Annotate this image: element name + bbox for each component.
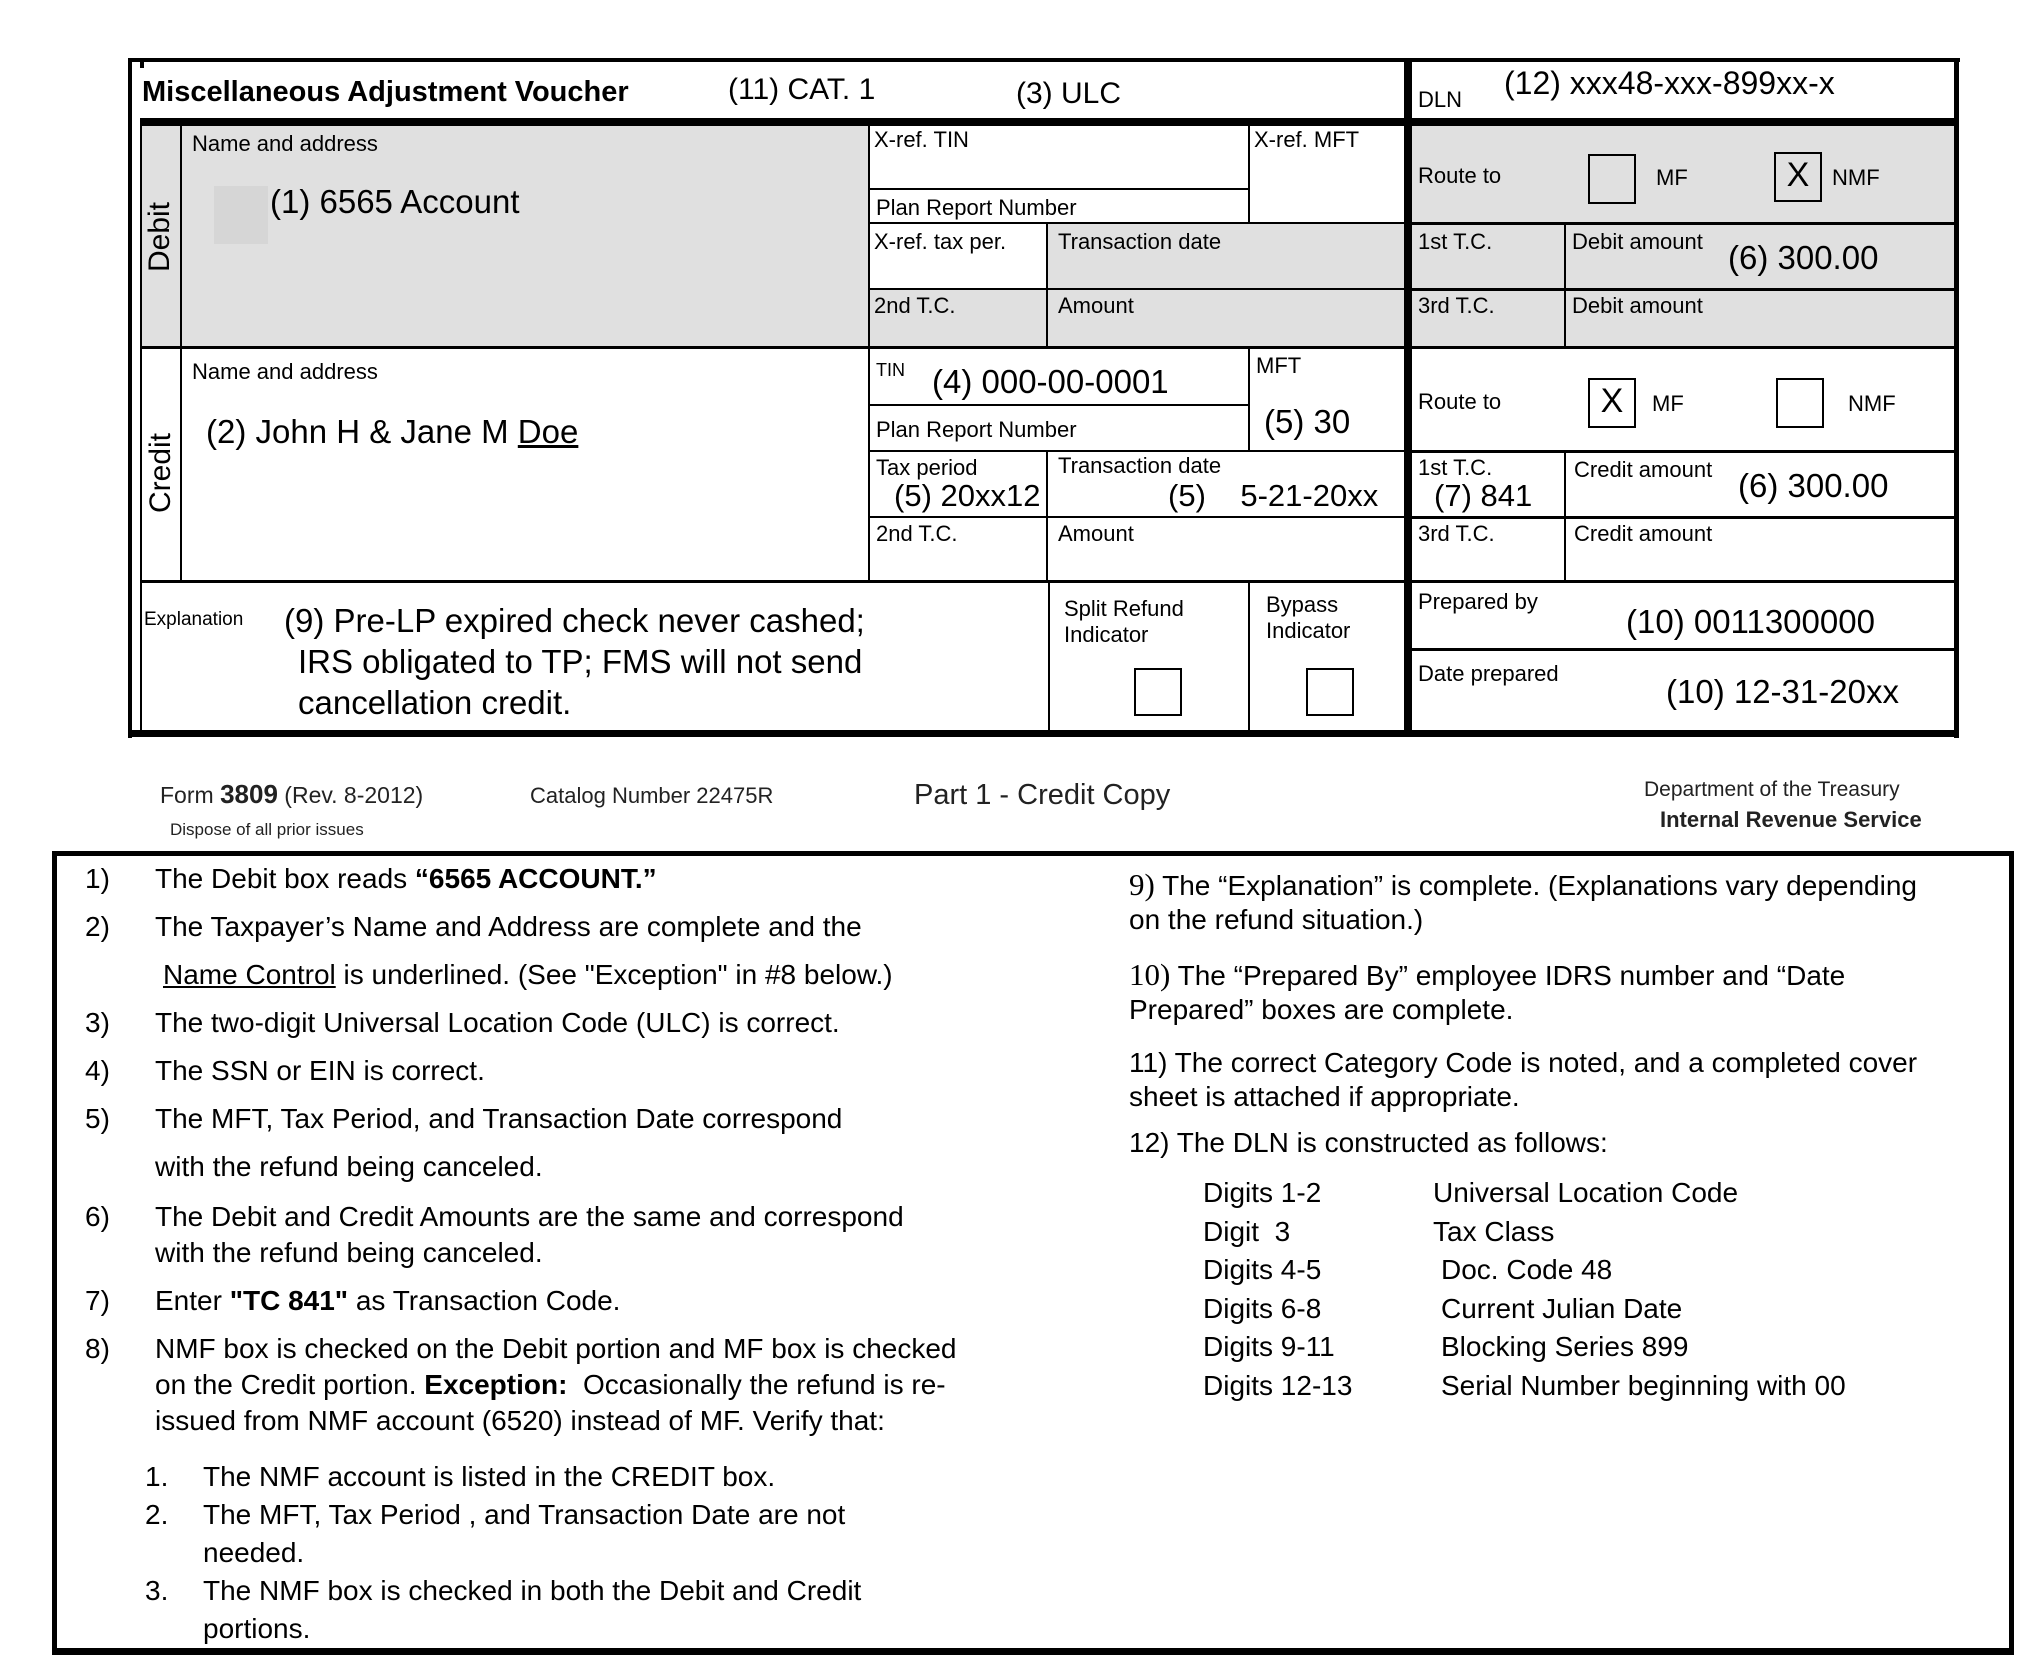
instruction-text: The MFT, Tax Period, and Transaction Date correspond [155,1103,843,1134]
credit-amount-1-label: Credit amount [1574,457,1713,482]
sub-item-text-line2: portions. [203,1613,311,1644]
sub-item-text: The NMF account is listed in the CREDIT box. [203,1461,776,1492]
debit-1st-tc-label: 1st T.C. [1418,229,1493,254]
instruction-text-line2: sheet is attached if appropriate. [1129,1081,1520,1112]
debit-plan-report-label: Plan Report Number [876,195,1077,220]
name-control: Doe [517,413,579,450]
form-prefix: Form [160,782,221,808]
credit-mf-label: MF [1652,391,1684,416]
debit-mf-label: MF [1656,165,1688,190]
debit-xref-tax-per-label: X-ref. tax per. [874,229,1007,254]
date-prepared-label: Date prepared [1418,661,1559,686]
credit-tax-period-value[interactable]: (5) 20xx12 [894,478,1041,513]
dispose-note: Dispose of all prior issues [170,820,364,839]
instruction-number: 6) [85,1201,110,1232]
form-number-bold: 3809 [220,779,278,809]
name-control-underlined: Name Control [163,959,336,990]
credit-2nd-tc-label: 2nd T.C. [876,521,958,546]
debit-amount-value[interactable]: (6) 300.00 [1728,239,1879,276]
instruction-text-line3: issued from NMF account (6520) instead of MF. Verify that: [155,1405,885,1436]
credit-tin-value[interactable]: (4) 000-00-0001 [932,363,1169,400]
debit-xref-tin-label: X-ref. TIN [874,127,969,152]
dln-row [1203,1328,1903,1367]
instruction-12 [1129,1126,1608,1160]
instruction-text-part: as Transaction Code. [348,1285,621,1316]
debit-3rd-tc-label: 3rd T.C. [1418,293,1495,318]
sub-item-text: The NMF box is checked in both the Debit and Credit [203,1575,862,1606]
split-refund-label [1064,596,1184,648]
credit-plan-report-label: Plan Report Number [876,417,1077,442]
form-3809 [128,58,1960,738]
credit-transaction-date-label: Transaction date [1058,453,1222,478]
instruction-11 [1129,1046,1917,1114]
dln-row [1203,1174,1903,1213]
instruction-number: 1) [85,863,110,894]
sub-item-number: 2. [145,1499,169,1530]
debit-name-bg [180,126,868,348]
debit-2nd-tc-label: 2nd T.C. [874,293,956,318]
catalog-number: Catalog Number 22475R [530,783,774,808]
instruction-text-line2: Prepared” boxes are complete. [1129,994,1514,1025]
dln-row [1203,1213,1903,1252]
credit-name-text: (2) John H & Jane M [206,413,518,450]
bypass-checkbox[interactable] [1306,668,1354,716]
credit-3rd-tc-label: 3rd T.C. [1418,521,1495,546]
debit-name-address-value[interactable]: (1) 6565 Account [270,183,520,220]
credit-1st-tc-value[interactable]: (7) 841 [1434,478,1533,513]
instruction-text-part: The Debit box reads [155,863,415,894]
instructions-box [52,851,2014,1655]
dln-label: DLN [1418,87,1463,112]
credit-transaction-date-value[interactable]: (5) 5-21-20xx [1168,478,1379,513]
form-revision: (Rev. 8-2012) [277,782,424,808]
credit-tin-label: TIN [876,360,905,380]
instruction-text: The two-digit Universal Location Code (ULC) is correct. [155,1007,840,1038]
credit-amount-value[interactable]: (6) 300.00 [1738,467,1889,504]
prepared-by-label: Prepared by [1418,589,1538,614]
credit-tax-period-label: Tax period [876,455,978,480]
form-footer [160,776,1980,846]
debit-xref-mft-label: X-ref. MFT [1254,127,1360,152]
credit-section-label: Credit [144,432,177,514]
dln-digits: Digits 9-11 [1203,1331,1335,1363]
prepared-by-value[interactable]: (10) 0011300000 [1626,603,1875,640]
dln-digits: Digits 12-13 [1203,1369,1353,1401]
ulc-field: (3) ULC [1016,77,1122,110]
sub-item-number: 3. [145,1575,169,1606]
instruction-text-line2 [163,958,893,992]
explanation-line-1: (9) Pre-LP expired check never cashed; [284,602,865,639]
dln-construction-table [1203,1174,1903,1406]
credit-nmf-label: NMF [1848,391,1896,416]
split-refund-label-line-2: Indicator [1064,622,1149,647]
credit-amount-2-label: Credit amount [1574,521,1713,546]
form-number [160,779,424,809]
debit-amount-2-label: Debit amount [1572,293,1703,318]
debit-route-to-label: Route to [1418,163,1502,188]
instruction-text-line2: on the refund situation.) [1129,904,1424,935]
irs-label: Internal Revenue Service [1660,807,1922,832]
instruction-number: 4) [85,1055,110,1086]
credit-nmf-checkbox[interactable] [1776,378,1824,428]
credit-mft-value[interactable]: (5) 30 [1264,403,1351,440]
instruction-text-line2 [155,1368,946,1402]
instruction-text: The “Prepared By” employee IDRS number and “Date [1170,960,1846,991]
debit-nmf-checkbox[interactable]: X [1774,152,1822,202]
instruction-text [155,862,657,896]
dln-value: (12) xxx48-xxx-899xx-x [1504,65,1835,101]
debit-transaction-date-label: Transaction date [1058,229,1222,254]
debit-amount-1-label: Debit amount [1572,229,1703,254]
dln-row [1203,1290,1903,1329]
dln-digits: Digits 1-2 [1203,1177,1322,1208]
debit-redaction-box [214,186,268,244]
dln-row [1203,1251,1903,1290]
instruction-10 [1129,958,1845,1027]
explanation-line-3: cancellation credit. [298,684,572,721]
instruction-text-part: Occasionally the refund is re- [567,1369,946,1400]
credit-1st-tc-label: 1st T.C. [1418,455,1493,480]
credit-amount-label: Amount [1058,521,1134,546]
instruction-number: 5) [85,1103,110,1134]
credit-mft-label: MFT [1256,353,1302,378]
category-code: (11) CAT. 1 [728,73,876,106]
debit-nmf-label: NMF [1832,165,1880,190]
instruction-text [155,1284,620,1318]
instruction-number: 9) [1129,867,1155,902]
instruction-text: The “Explanation” is complete. (Explanations vary depending [1154,870,1917,901]
split-refund-label-line-1: Split Refund [1064,596,1184,621]
sub-item-text-line2: needed. [203,1537,305,1568]
instruction-text-line2: with the refund being canceled. [155,1151,543,1182]
instruction-text-part: on the Credit portion. [155,1369,425,1400]
sub-item-text: The MFT, Tax Period , and Transaction Date are not [203,1499,846,1530]
form-title: Miscellaneous Adjustment Voucher [142,76,629,108]
instruction-number: 2) [85,911,110,942]
instruction-text-part: Enter [155,1285,230,1316]
instruction-text: NMF box is checked on the Debit portion and MF box is checked [155,1333,957,1364]
bypass-label [1266,592,1350,644]
debit-amount-label: Amount [1058,293,1134,318]
dept-treasury: Department of the Treasury [1644,778,1900,801]
instruction-text: The correct Category Code is noted, and a completed cover [1167,1047,1918,1078]
instruction-text: The SSN or EIN is correct. [155,1055,485,1086]
explanation-line-2: IRS obligated to TP; FMS will not send [298,643,863,680]
bypass-label-line-1: Bypass [1266,592,1339,617]
credit-name-address-value[interactable] [206,414,578,450]
dln-meaning: Universal Location Code [1433,1177,1739,1208]
instruction-text: The Taxpayer’s Name and Address are complete and the [155,911,862,942]
dln-digits: Digits 6-8 [1203,1292,1322,1324]
instruction-9 [1129,868,1917,937]
date-prepared-value[interactable]: (10) 12-31-20xx [1666,673,1899,710]
instruction-number: 10) [1129,957,1171,992]
credit-route-to-label: Route to [1418,389,1502,414]
dln-meaning: Tax Class [1433,1215,1555,1247]
explanation-text[interactable] [284,600,865,723]
debit-section-label: Debit [143,201,176,273]
debit-name-address-label: Name and address [192,131,378,156]
instruction-number: 8) [85,1333,110,1364]
dln-digits: Digit 3 [1203,1215,1291,1247]
instruction-text: The DLN is constructed as follows: [1169,1127,1608,1158]
instruction-number: 3) [85,1007,110,1038]
instruction-number: 11) [1129,1047,1168,1078]
instruction-text-line2: with the refund being canceled. [155,1237,543,1268]
debit-mf-checkbox[interactable] [1588,154,1636,204]
dln-row [1203,1367,1903,1406]
instruction-text-part: is underlined. (See "Exception" in #8 below.) [335,959,893,990]
dln-meaning: Blocking Series 899 [1441,1331,1689,1363]
exception-bold: Exception: [424,1369,568,1400]
instruction-number: 12) [1129,1127,1170,1158]
instruction-number: 7) [85,1285,110,1316]
dln-digits: Digits 4-5 [1203,1254,1322,1286]
dln-meaning: Serial Number beginning with 00 [1441,1369,1846,1401]
sub-item-number: 1. [145,1461,169,1492]
bypass-label-line-2: Indicator [1266,618,1351,643]
instruction-bold: “6565 ACCOUNT.” [414,863,657,894]
credit-mf-checkbox[interactable]: X [1588,378,1636,428]
instruction-text: The Debit and Credit Amounts are the same and correspond [155,1201,904,1232]
dln-meaning: Current Julian Date [1441,1292,1683,1324]
instruction-bold: "TC 841" [229,1285,349,1316]
dln-meaning: Doc. Code 48 [1441,1254,1613,1286]
split-refund-checkbox[interactable] [1134,668,1182,716]
explanation-label: Explanation [144,609,244,630]
credit-name-address-label: Name and address [192,359,378,384]
part-label: Part 1 - Credit Copy [914,779,1171,811]
